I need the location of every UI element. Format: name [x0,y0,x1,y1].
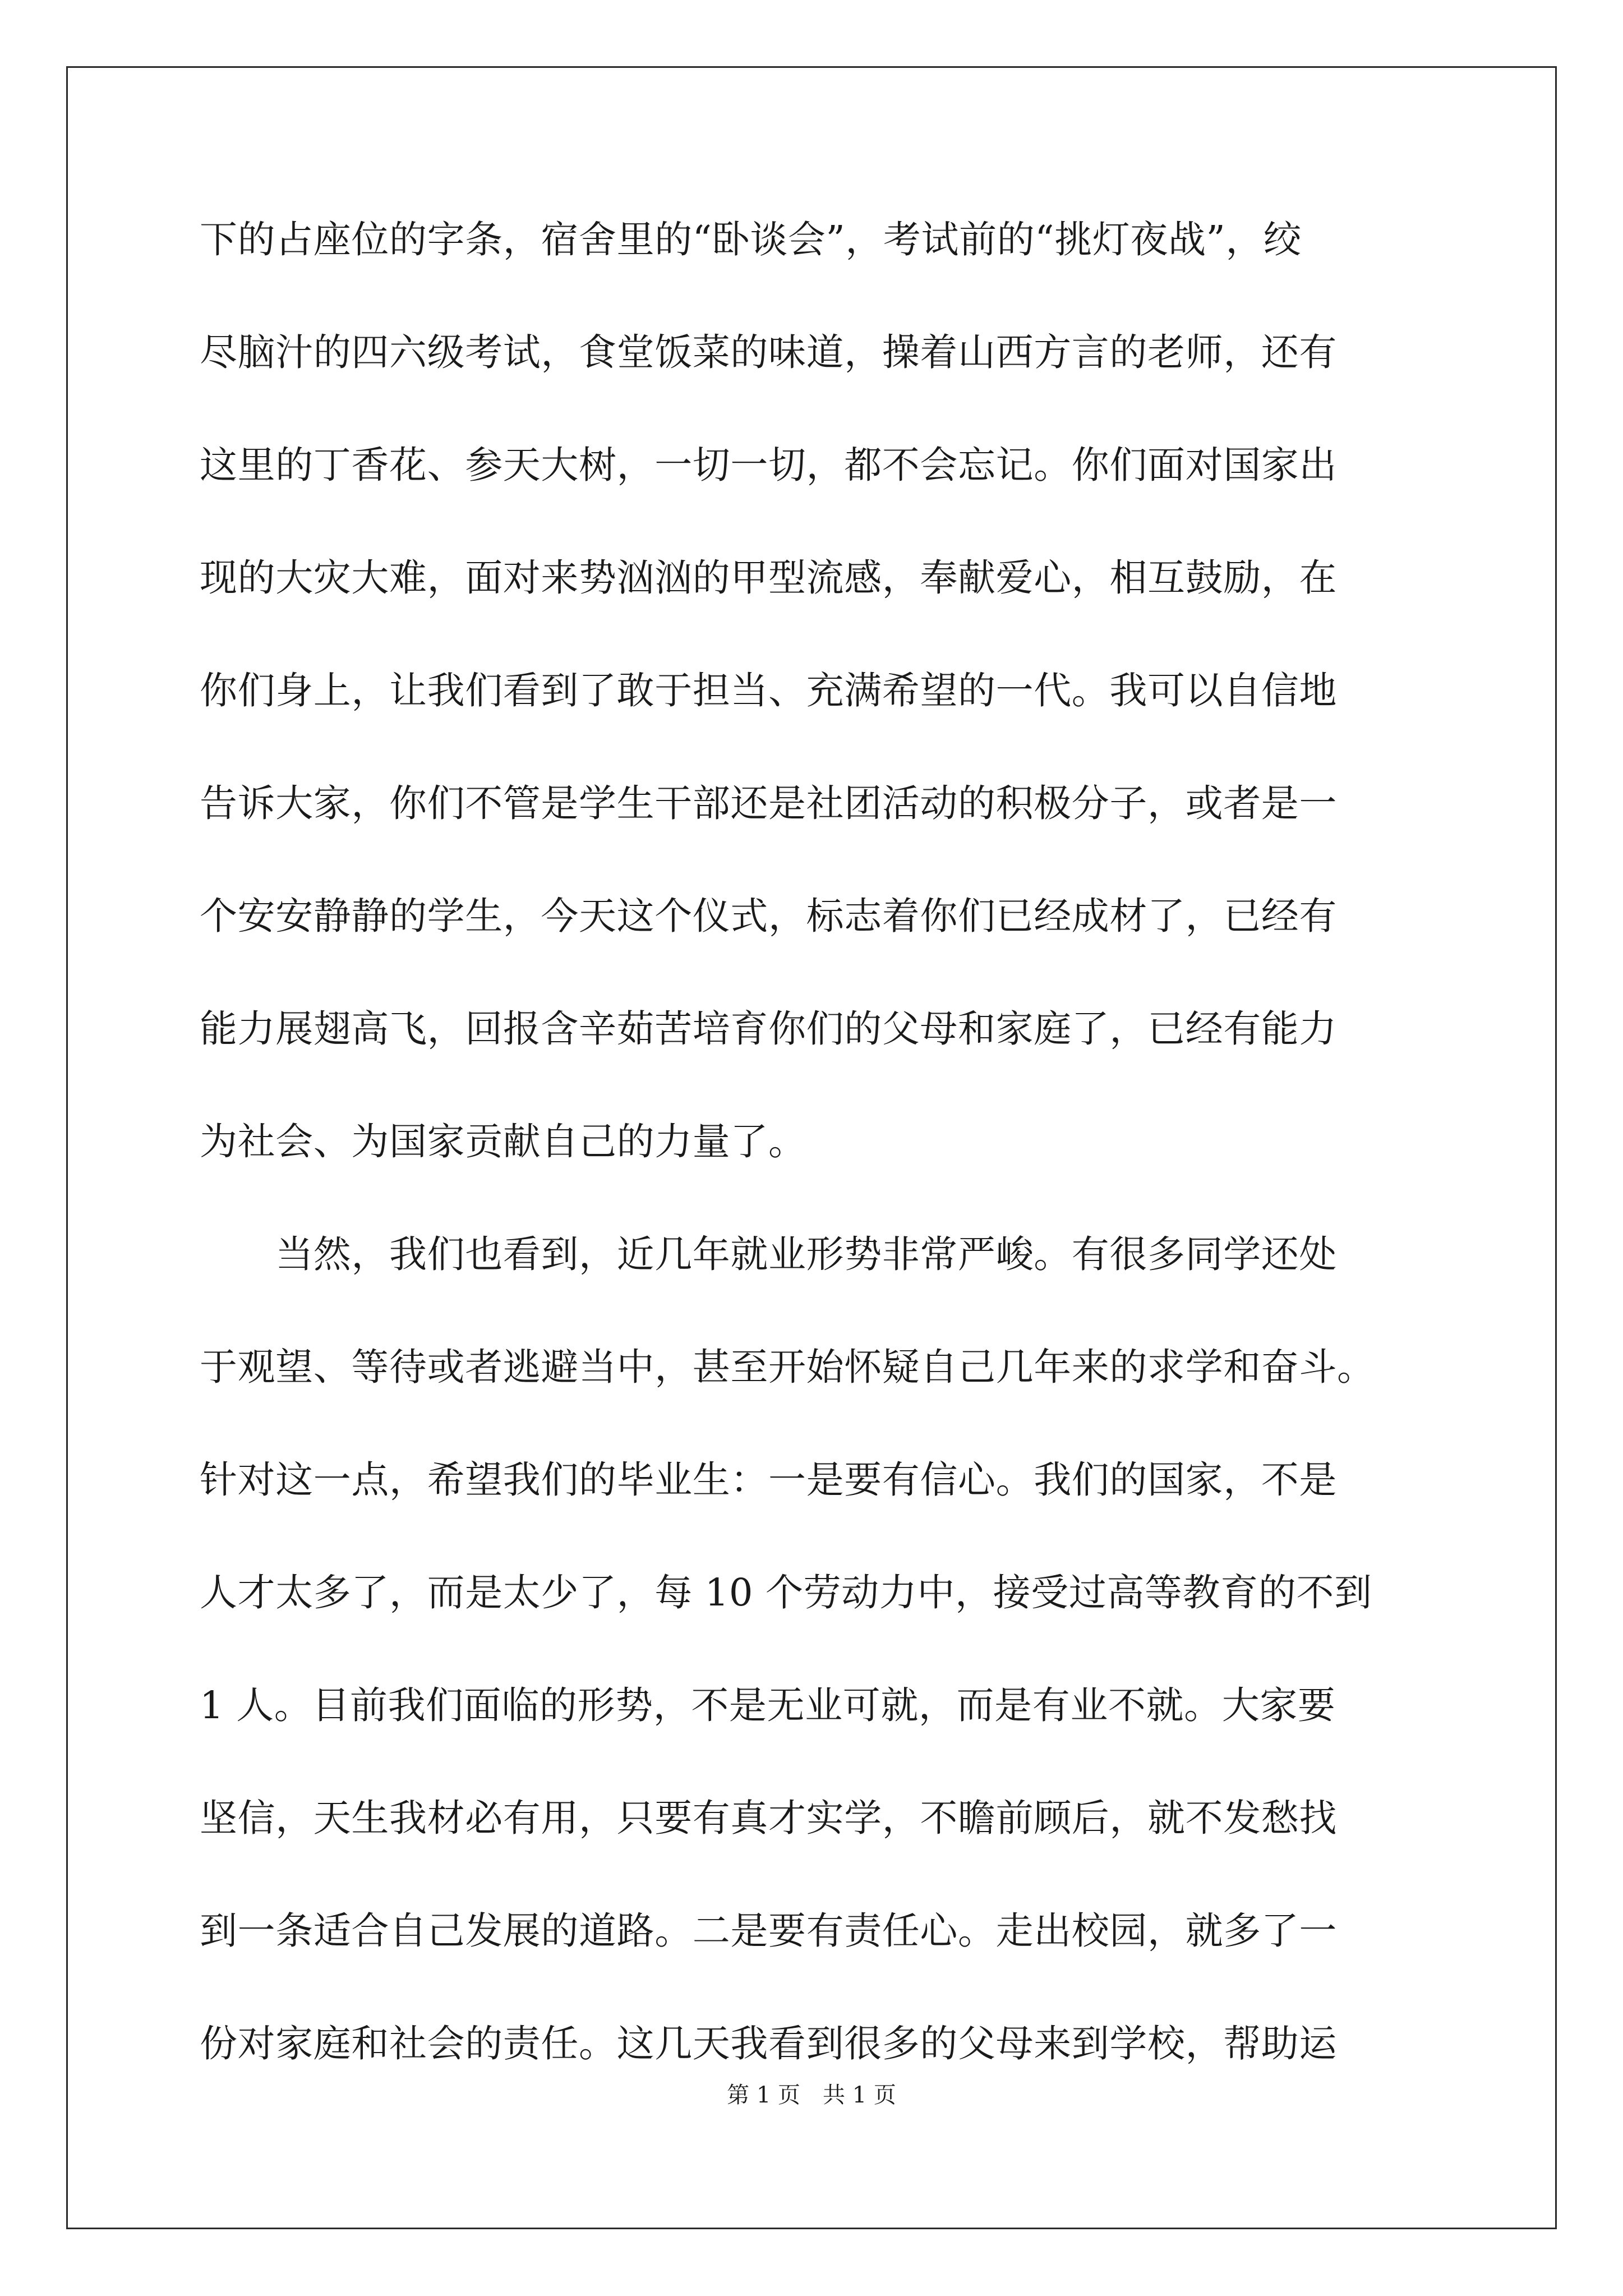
paragraph-start-line: 当然，我们也看到，近几年就业形势非常严峻。有很多同学还处 [200,1232,1337,1276]
text-line: 为社会、为国家贡献自己的力量了。 [200,1120,806,1163]
text-line: 能力展翅高飞，回报含辛茹苦培育你们的父母和家庭了，已经有能力 [200,1007,1337,1051]
text-line: 1 人。目前我们面临的形势，不是无业可就，而是有业不就。大家要 [200,1683,1336,1727]
text-line: 尽脑汁的四六级考试，食堂饭菜的味道，操着山西方言的老师，还有 [200,330,1337,374]
text-line: 份对家庭和社会的责任。这几天我看到很多的父母来到学校，帮助运 [200,2022,1337,2065]
text-line: 你们身上，让我们看到了敢于担当、充满希望的一代。我可以自信地 [200,669,1337,712]
text-line: 个安安静静的学生，今天这个仪式，标志着你们已经成材了，已经有 [200,894,1337,938]
text-line: 人才太多了，而是太少了，每 10 个劳动力中，接受过高等教育的不到 [200,1571,1372,1614]
text-line: 于观望、等待或者逃避当中，甚至开始怀疑自己几年来的求学和奋斗。 [200,1345,1375,1389]
document-body [200,216,1433,2133]
text-line: 针对这一点，希望我们的毕业生：一是要有信心。我们的国家，不是 [200,1458,1337,1502]
text-line: 这里的丁香花、参天大树，一切一切，都不会忘记。你们面对国家出 [200,443,1337,487]
text-line: 现的大灾大难，面对来势汹汹的甲型流感，奉献爱心，相互鼓励，在 [200,556,1337,600]
text-line: 到一条适合自己发展的道路。二是要有责任心。走出校园，就多了一 [200,1909,1337,1953]
page-number-footer: 第 1 页 共 1 页 [727,2082,896,2108]
text-line: 下的占座位的字条，宿舍里的“卧谈会”，考试前的“挑灯夜战”，绞 [200,218,1302,261]
text-line: 告诉大家，你们不管是学生干部还是社团活动的积极分子，或者是一 [200,781,1337,825]
text-line: 坚信，天生我材必有用，只要有真才实学，不瞻前顾后，就不发愁找 [200,1796,1337,1840]
